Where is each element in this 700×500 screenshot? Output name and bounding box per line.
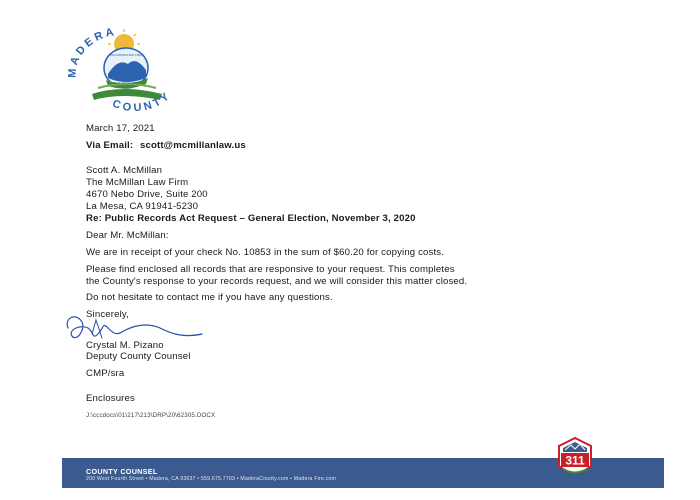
salutation: Dear Mr. McMillan: — [86, 230, 169, 241]
paragraph-contact: Do not hesitate to contact me if you have any questions. — [86, 292, 333, 303]
badge-number: 311 — [565, 453, 585, 468]
signer-title: Deputy County Counsel — [86, 351, 191, 362]
document-reference: J:\cccdocs\01\217\213\DRP\20\62305.DOCX — [86, 412, 216, 419]
via-label: Via Email: — [86, 140, 134, 151]
logo-text-top: MADERA — [66, 26, 118, 79]
re-line: Re: Public Records Act Request – General Election, November 3, 2020 — [86, 213, 416, 224]
paragraph-records-line1: Please find enclosed all records that are responsive to your request. This completes — [86, 264, 455, 275]
madera-county-seal-logo — [62, 26, 186, 112]
letter-date: March 17, 2021 — [86, 123, 155, 134]
signer-name: Crystal M. Pizano — [86, 340, 164, 351]
logo-inner-bottom: SEAT OF MADERA — [112, 81, 140, 85]
via-email-line — [86, 140, 246, 152]
311-badge-icon — [553, 436, 597, 482]
logo-inner-top: INCORPORATED 1893 — [110, 53, 142, 57]
footer-title: COUNTY COUNSEL — [86, 467, 158, 476]
recipient-firm: The McMillan Law Firm — [86, 177, 189, 188]
logo-text-bottom: COUNTY — [110, 89, 174, 112]
paragraph-check-receipt: We are in receipt of your check No. 10853 in the sum of $60.20 for copying costs. — [86, 247, 445, 258]
recipient-city: La Mesa, CA 91941-5230 — [86, 201, 199, 212]
footer-address: 200 West Fourth Street • Madera, CA 93637 • 559.675.7703 • MaderaCounty.com • Madera Fire.com — [86, 476, 337, 482]
closing: Sincerely, — [86, 309, 129, 320]
via-email-address: scott@mcmillanlaw.us — [140, 140, 246, 151]
recipient-name: Scott A. McMillan — [86, 165, 163, 176]
typist-initials: CMP/sra — [86, 368, 125, 379]
enclosures-label: Enclosures — [86, 393, 135, 404]
paragraph-records-line2: the County's response to your records request, and we will consider this matter closed. — [86, 276, 468, 287]
recipient-street: 4670 Nebo Drive, Suite 200 — [86, 189, 208, 200]
